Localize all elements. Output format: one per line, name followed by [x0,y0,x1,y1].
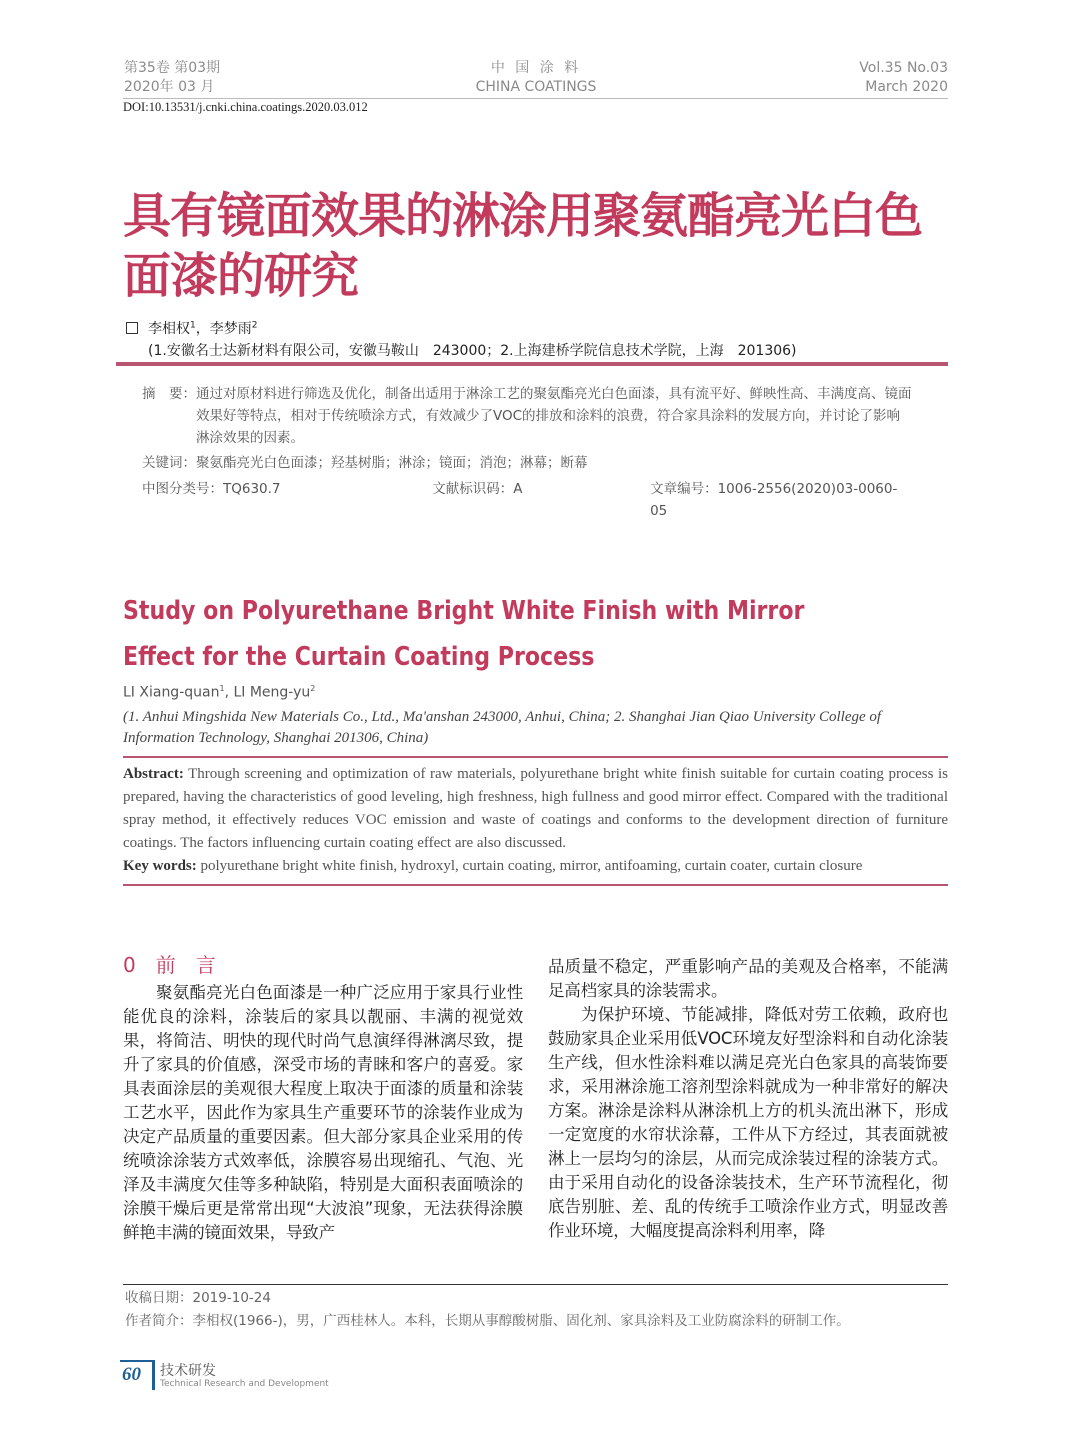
footer-section-cn: 技术研发 [160,1363,216,1379]
article-number: 文章编号：1006-2556(2020)03-0060-05 [650,481,898,519]
abstract-en-label: Abstract: [123,766,184,782]
received-date: 收稿日期：2019-10-24 [125,1290,271,1306]
authors-en [123,684,315,701]
affiliation-cn: (1.安徽名士达新材料有限公司，安徽马鞍山 243000；2.上海建桥学院信息技术学院，上海 201306) [148,343,797,359]
body-column-left [123,981,523,1245]
author-2-sup: 2 [251,320,258,331]
author-1: 李相权 [148,321,190,337]
author-2: 李梦雨 [209,321,252,337]
abstract-cn-text: 通过对原材料进行筛选及优化，制备出适用于淋涂工艺的聚氨酯亮光白色面漆，具有流平好、鲜映性高、丰满度高、镜面效果好等特点，相对于传统喷涂方式，有效减少了VOC的排放和涂料的浪费，符合家具涂料的发展方向，并讨论了影响淋涂效果的因素。 [196,386,912,446]
affiliation-en: (1. Anhui Mingshida New Materials Co., Ltd., Ma'anshan 243000, Anhui, China; 2. Shanghai Jian Qiao University College of Information Technology, Shanghai 201306, China) [123,709,882,746]
author-en-sep: , [224,684,234,701]
journal-en: CHINA COATINGS [475,79,597,95]
keywords-en [123,855,948,878]
date-en: March 2020 [865,79,948,95]
author-en-2: LI Meng-yu [233,684,311,701]
checkbox-square-icon [126,322,138,334]
footer-top-rule [120,1360,154,1362]
abstract-cn-label: 摘 要： [142,386,196,402]
volume-en: Vol.35 No.03 [859,60,948,76]
body-column-right [548,955,948,1243]
footnote-rule [123,1284,948,1285]
author-en-1-sup: 1 [219,684,225,693]
abstract-en [123,763,948,855]
paragraph-2: 为保护环境、节能减排，降低对劳工依赖，政府也鼓励家具企业采用低VOC环境友好型涂料和自动化涂装生产线，但水性涂料难以满足亮光白色家具的高装饰要求，采用淋涂施工溶剂型涂料就成为一种非常好的解决方案。淋涂是涂料从淋涂机上方的机头流出淋下，形成一定宽度的水帘状涂幕，工件从下方经过，其表面就被淋上一层均匀的涂层，从而完成涂装过程的涂装方式。由于采用自动化的设备涂装技术，生产环节流程化，彻底告别脏、差、乱的传统手工喷涂作业方式，明显改善作业环境，大幅度提高涂料利用率，降 [548,1005,948,1240]
abstract-en-block [123,756,948,886]
section-rule [116,362,948,366]
date-cn: 2020年 03 月 [124,79,215,95]
section-heading: 0 前 言 [123,953,216,977]
title-en-line-1: Study on Polyurethane Bright White Finish with Mirror [123,596,805,626]
journal-cn: 中 国 涂 料 [490,60,582,76]
authors-cn [126,318,257,338]
paragraph-1-continued: 品质量不稳定，严重影响产品的美观及合格率，不能满足高档家具的涂装需求。 [548,957,948,1000]
author-en-2-sup: 2 [310,684,316,693]
author-en-1: LI Xiang-quan [123,684,220,701]
abstract-cn [142,383,912,449]
abstract-cn-block [142,383,912,522]
keywords-cn: 关键词：聚氨酯亮光白色面漆；羟基树脂；淋涂；镜面；消泡；淋幕；断幕 [142,455,588,471]
title-en-line-2: Effect for the Curtain Coating Process [123,642,595,672]
doi: DOI:10.13531/j.cnki.china.coatings.2020.03.012 [123,100,368,114]
doc-code: 文献标识码：A [432,481,523,497]
keywords-en-label: Key words: [123,858,197,874]
footer-section-en: Technical Research and Development [160,1379,329,1389]
author-bio: 作者简介：李相权(1966-)，男，广西桂林人。本科，长期从事醇酸树脂、固化剂、家具涂料及工业防腐涂料的研制工作。 [125,1313,850,1329]
footer-bar [152,1360,155,1390]
page-number: 60 [122,1364,141,1385]
abstract-en-text: Through screening and optimization of raw materials, polyurethane bright white finish suitable for curtain coating process is prepared, having the characteristics of good leveling, high freshness, high fullness and good mirror effect. Compared with the traditional spray method, it effectively reduces VOC emission and waste of coatings and conforms to the development direction of furniture coatings. The factors influencing curtain coating effect are also discussed. [123,766,948,851]
author-sep: ， [195,321,210,337]
title-cn: 具有镜面效果的淋涂用聚氨酯亮光白色面漆的研究 [123,188,923,304]
author-1-sup: 1 [190,320,196,331]
header-rule [123,98,948,99]
title-en [123,588,963,680]
classification-row [142,478,912,522]
classification: 中图分类号：TQ630.7 [142,481,281,497]
volume-cn: 第35卷 第03期 [124,60,221,76]
keywords-en-text: polyurethane bright white finish, hydroxyl, curtain coating, mirror, antifoaming, curtain coater, curtain closure [196,858,863,874]
paragraph-1: 聚氨酯亮光白色面漆是一种广泛应用于家具行业性能优良的涂料，涂装后的家具以靓丽、丰满的视觉效果，将简洁、明快的现代时尚气息演绎得淋漓尽致，提升了家具的价值感，深受市场的青睐和客户的喜爱。家具表面涂层的美观很大程度上取决于面漆的质量和涂装工艺水平，因此作为家具生产重要环节的涂装作业成为决定产品质量的重要因素。但大部分家具企业采用的传统喷涂涂装方式效率低，涂膜容易出现缩孔、气泡、光泽及丰满度欠佳等多种缺陷，特别是大面积表面喷涂的涂膜干燥后更是常常出现“大波浪”现象，无法获得涂膜鲜艳丰满的镜面效果，导致产 [123,983,523,1242]
